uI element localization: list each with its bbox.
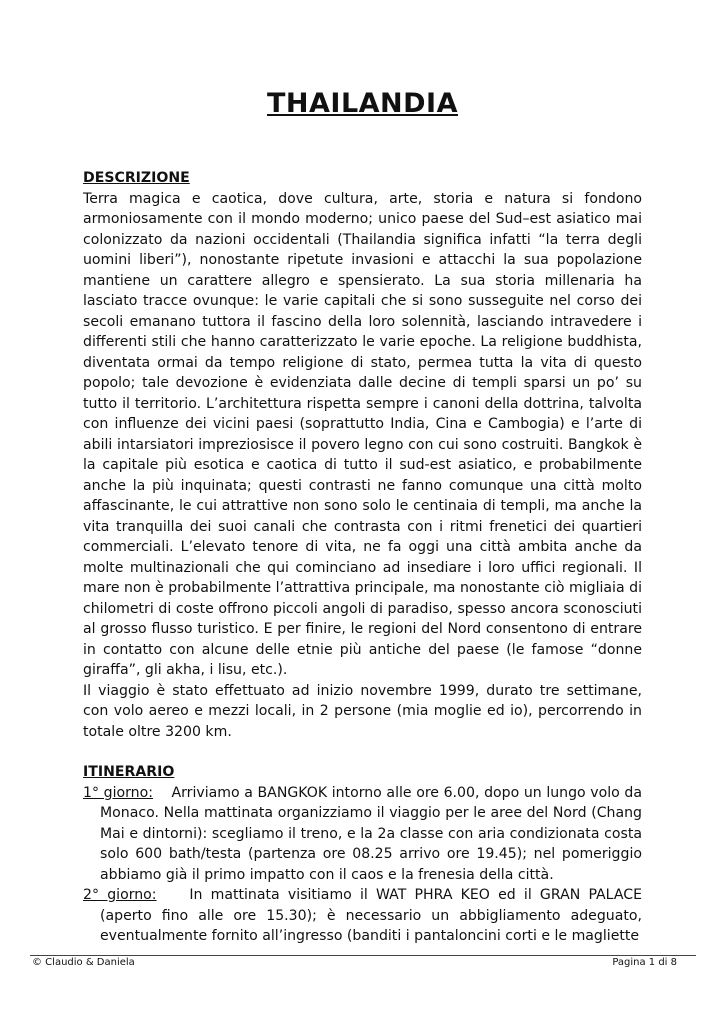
description-paragraph: Terra magica e caotica, dove cultura, arte, storia e natura si fondono armoniosamente con il mondo moderno; unico paese del Sud–est asiatico mai colonizzato da nazioni occidentali (Thailandia significa infatti “la terra degli uomini liberi”), nonostante ripetute invasioni e attacchi la sua popolazione mantiene un carattere allegro e spensierato. La sua storia millenaria ha lasciato tracce ovunque: le varie capitali che si sono susseguite nel corso dei secoli emanano tuttora il fascino della loro solennità, lasciando intravedere i differenti stili che hanno caratterizzato le varie epoche. La religione buddhista, diventata ormai da tempo religione di stato, permea tutta la vita di questo popolo; tale devozione è evidenziata dalle decine di templi sparsi un po’ su tutto il territorio. L’architettura rispetta sempre i canoni della dottrina, talvolta con influenze dei vicini paesi (soprattutto India, Cina e Cambogia) e l’arte di abili intarsiatori impreziosisce il povero legno con cui sono costruiti. Bangkok è la capitale più esotica e caotica di tutto il sud-est asiatico, e probabilmente anche la più inquinata; questi contrasti ne fanno comunque una città molto affascinante, le cui attrattive non sono solo le centinaia di templi, ma anche la vita tranquilla dei suoi canali che contrasta con i ritmi frenetici dei quartieri commerciali. L’elevato tenore di vita, ne fa oggi una città ambita anche da molte multinazionali che qui cominciano ad insediare i loro uffici regionali. Il mare non è probabilmente l’attrattiva principale, ma nonostante ciò migliaia di chilometri di coste offrono piccoli angoli di paradiso, spesso ancora sconosciuti al grosso flusso turistico. E per finire, le regioni del Nord consentono di entrare in contatto con alcune delle etnie più antiche del paese (le famose “donne giraffa”, gli akha, i lisu, etc.). <box>83 190 642 678</box>
footer-copyright: © Claudio & Daniela <box>32 957 135 968</box>
footer-divider <box>30 955 696 956</box>
footer-page-number: Pagina 1 di 8 <box>612 957 677 968</box>
page-title: THAILANDIA <box>266 88 458 119</box>
itinerary-day-1 <box>83 783 642 886</box>
itinerary-heading: ITINERARIO <box>83 764 175 780</box>
description-heading: DESCRIZIONE <box>83 170 190 186</box>
itinerary-day-2 <box>83 885 642 947</box>
day-text: Arriviamo a BANGKOK intorno alle ore 6.00, dopo un lungo volo da Monaco. Nella mattinata organizziamo il viaggio per le aree del Nord (Chang Mai e dintorni): scegliamo il treno, e la 2a classe con aria condizionata costa solo 600 bath/testa (partenza ore 08.25 arrivo ore 19.45); nel pomeriggio abbiamo già il primo impatto con il caos e la frenesia della città. <box>100 784 642 883</box>
section-spacer <box>83 742 642 762</box>
day-label: 2° giorno: <box>83 887 157 903</box>
trip-note-paragraph: Il viaggio è stato effettuato ad inizio novembre 1999, durato tre settimane, con volo aereo e mezzi locali, in 2 persone (mia moglie ed io), percorrendo in totale oltre 3200 km. <box>83 682 642 740</box>
day-text: In mattinata visitiamo il WAT PHRA KEO ed il GRAN PALACE (aperto fino alle ore 15.30); è necessario un abbigliamento adeguato, eventualmente fornito all’ingresso (banditi i pantaloncini corti e le magliette <box>100 887 642 944</box>
day-label: 1° giorno: <box>83 784 153 801</box>
document-body <box>83 168 642 947</box>
